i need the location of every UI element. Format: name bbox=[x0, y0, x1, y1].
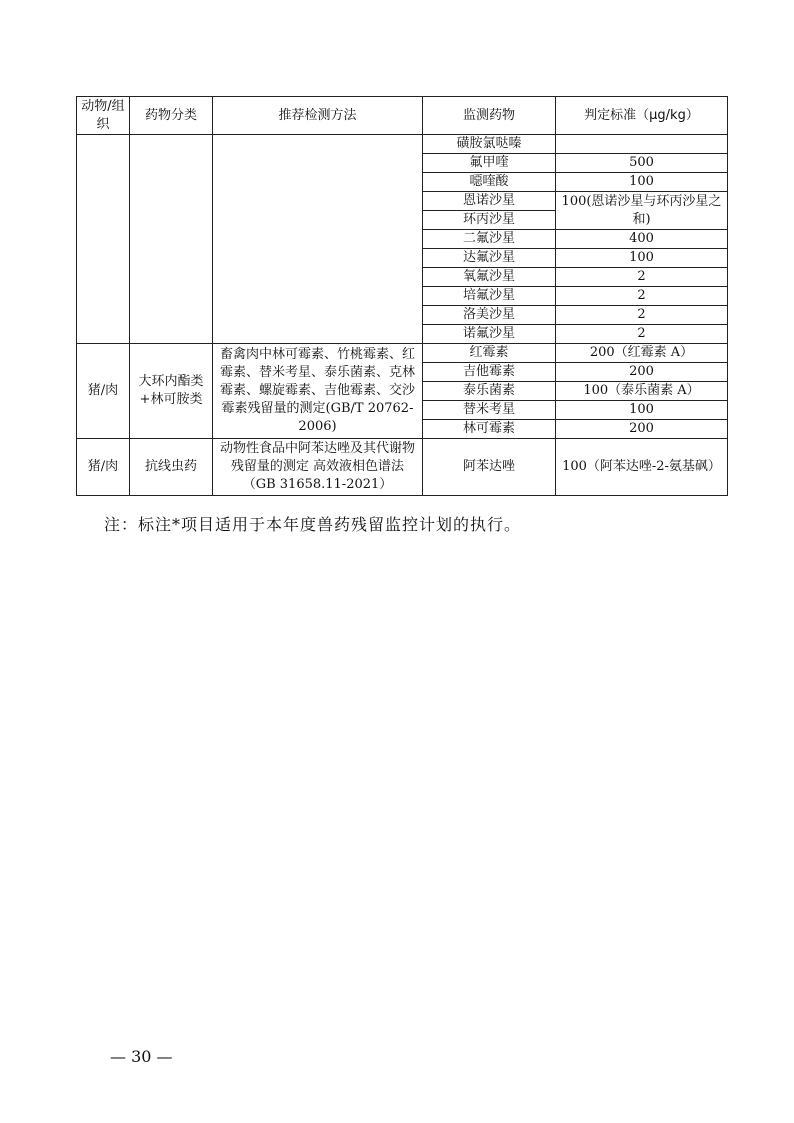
table-row bbox=[77, 439, 728, 496]
drug-cell: 林可霉素 bbox=[423, 420, 556, 439]
drug-cell: 阿苯达唑 bbox=[423, 439, 556, 496]
drug-cell: 替米考星 bbox=[423, 401, 556, 420]
group1-animal-cell bbox=[77, 135, 130, 344]
group3-method-cell: 动物性食品中阿苯达唑及其代谢物残留量的测定 高效液相色谱法（GB 31658.11-2021） bbox=[213, 439, 423, 496]
footnote: 注：标注*项目适用于本年度兽药残留监控计划的执行。 bbox=[104, 515, 522, 534]
drug-cell: 噁喹酸 bbox=[423, 173, 556, 192]
limit-cell: 100（阿苯达唑-2-氨基砜） bbox=[556, 439, 728, 496]
group1-method-cell bbox=[213, 135, 423, 344]
group1-category-cell bbox=[130, 135, 213, 344]
limit-cell: 400 bbox=[556, 230, 728, 249]
table-row bbox=[77, 135, 728, 154]
limit-cell: 2 bbox=[556, 325, 728, 344]
drug-cell: 吉他霉素 bbox=[423, 363, 556, 382]
limit-cell: 2 bbox=[556, 268, 728, 287]
drug-cell: 红霉素 bbox=[423, 344, 556, 363]
group2-category-cell: 大环内酯类+林可胺类 bbox=[130, 344, 213, 439]
limit-cell bbox=[556, 135, 728, 154]
group3-animal-cell: 猪/肉 bbox=[77, 439, 130, 496]
limit-cell: 2 bbox=[556, 306, 728, 325]
drug-cell: 恩诺沙星 bbox=[423, 192, 556, 211]
drug-cell: 培氟沙星 bbox=[423, 287, 556, 306]
header-category: 药物分类 bbox=[130, 97, 213, 135]
drug-cell: 达氟沙星 bbox=[423, 249, 556, 268]
table-row bbox=[77, 344, 728, 363]
group3-category-cell: 抗线虫药 bbox=[130, 439, 213, 496]
drug-cell: 氧氟沙星 bbox=[423, 268, 556, 287]
table-header-row bbox=[77, 97, 728, 135]
limit-cell: 100(恩诺沙星与环丙沙星之和) bbox=[556, 192, 728, 230]
page-number: — 30 — bbox=[110, 1047, 173, 1066]
drug-cell: 二氟沙星 bbox=[423, 230, 556, 249]
drug-cell: 氟甲喹 bbox=[423, 154, 556, 173]
group2-method-cell: 畜禽肉中林可霉素、竹桃霉素、红霉素、替米考星、泰乐菌素、克林霉素、螺旋霉素、吉他霉素、交沙霉素残留量的测定(GB/T 20762-2006) bbox=[213, 344, 423, 439]
drug-cell: 诺氟沙星 bbox=[423, 325, 556, 344]
limit-cell: 2 bbox=[556, 287, 728, 306]
limit-cell: 500 bbox=[556, 154, 728, 173]
header-method: 推荐检测方法 bbox=[213, 97, 423, 135]
drug-cell: 环丙沙星 bbox=[423, 211, 556, 230]
limit-cell: 200 bbox=[556, 420, 728, 439]
drug-cell: 洛美沙星 bbox=[423, 306, 556, 325]
limit-cell: 100 bbox=[556, 249, 728, 268]
limit-cell: 200（红霉素 A） bbox=[556, 344, 728, 363]
group2-animal-cell: 猪/肉 bbox=[77, 344, 130, 439]
limit-cell: 100 bbox=[556, 401, 728, 420]
drug-cell: 磺胺氯哒嗪 bbox=[423, 135, 556, 154]
header-animal: 动物/组织 bbox=[77, 97, 130, 135]
drug-cell: 泰乐菌素 bbox=[423, 382, 556, 401]
limit-cell: 100 bbox=[556, 173, 728, 192]
limit-cell: 200 bbox=[556, 363, 728, 382]
header-limit: 判定标准（μg/kg） bbox=[556, 97, 728, 135]
limit-cell: 100（泰乐菌素 A） bbox=[556, 382, 728, 401]
header-drug: 监测药物 bbox=[423, 97, 556, 135]
residue-table bbox=[76, 96, 728, 496]
